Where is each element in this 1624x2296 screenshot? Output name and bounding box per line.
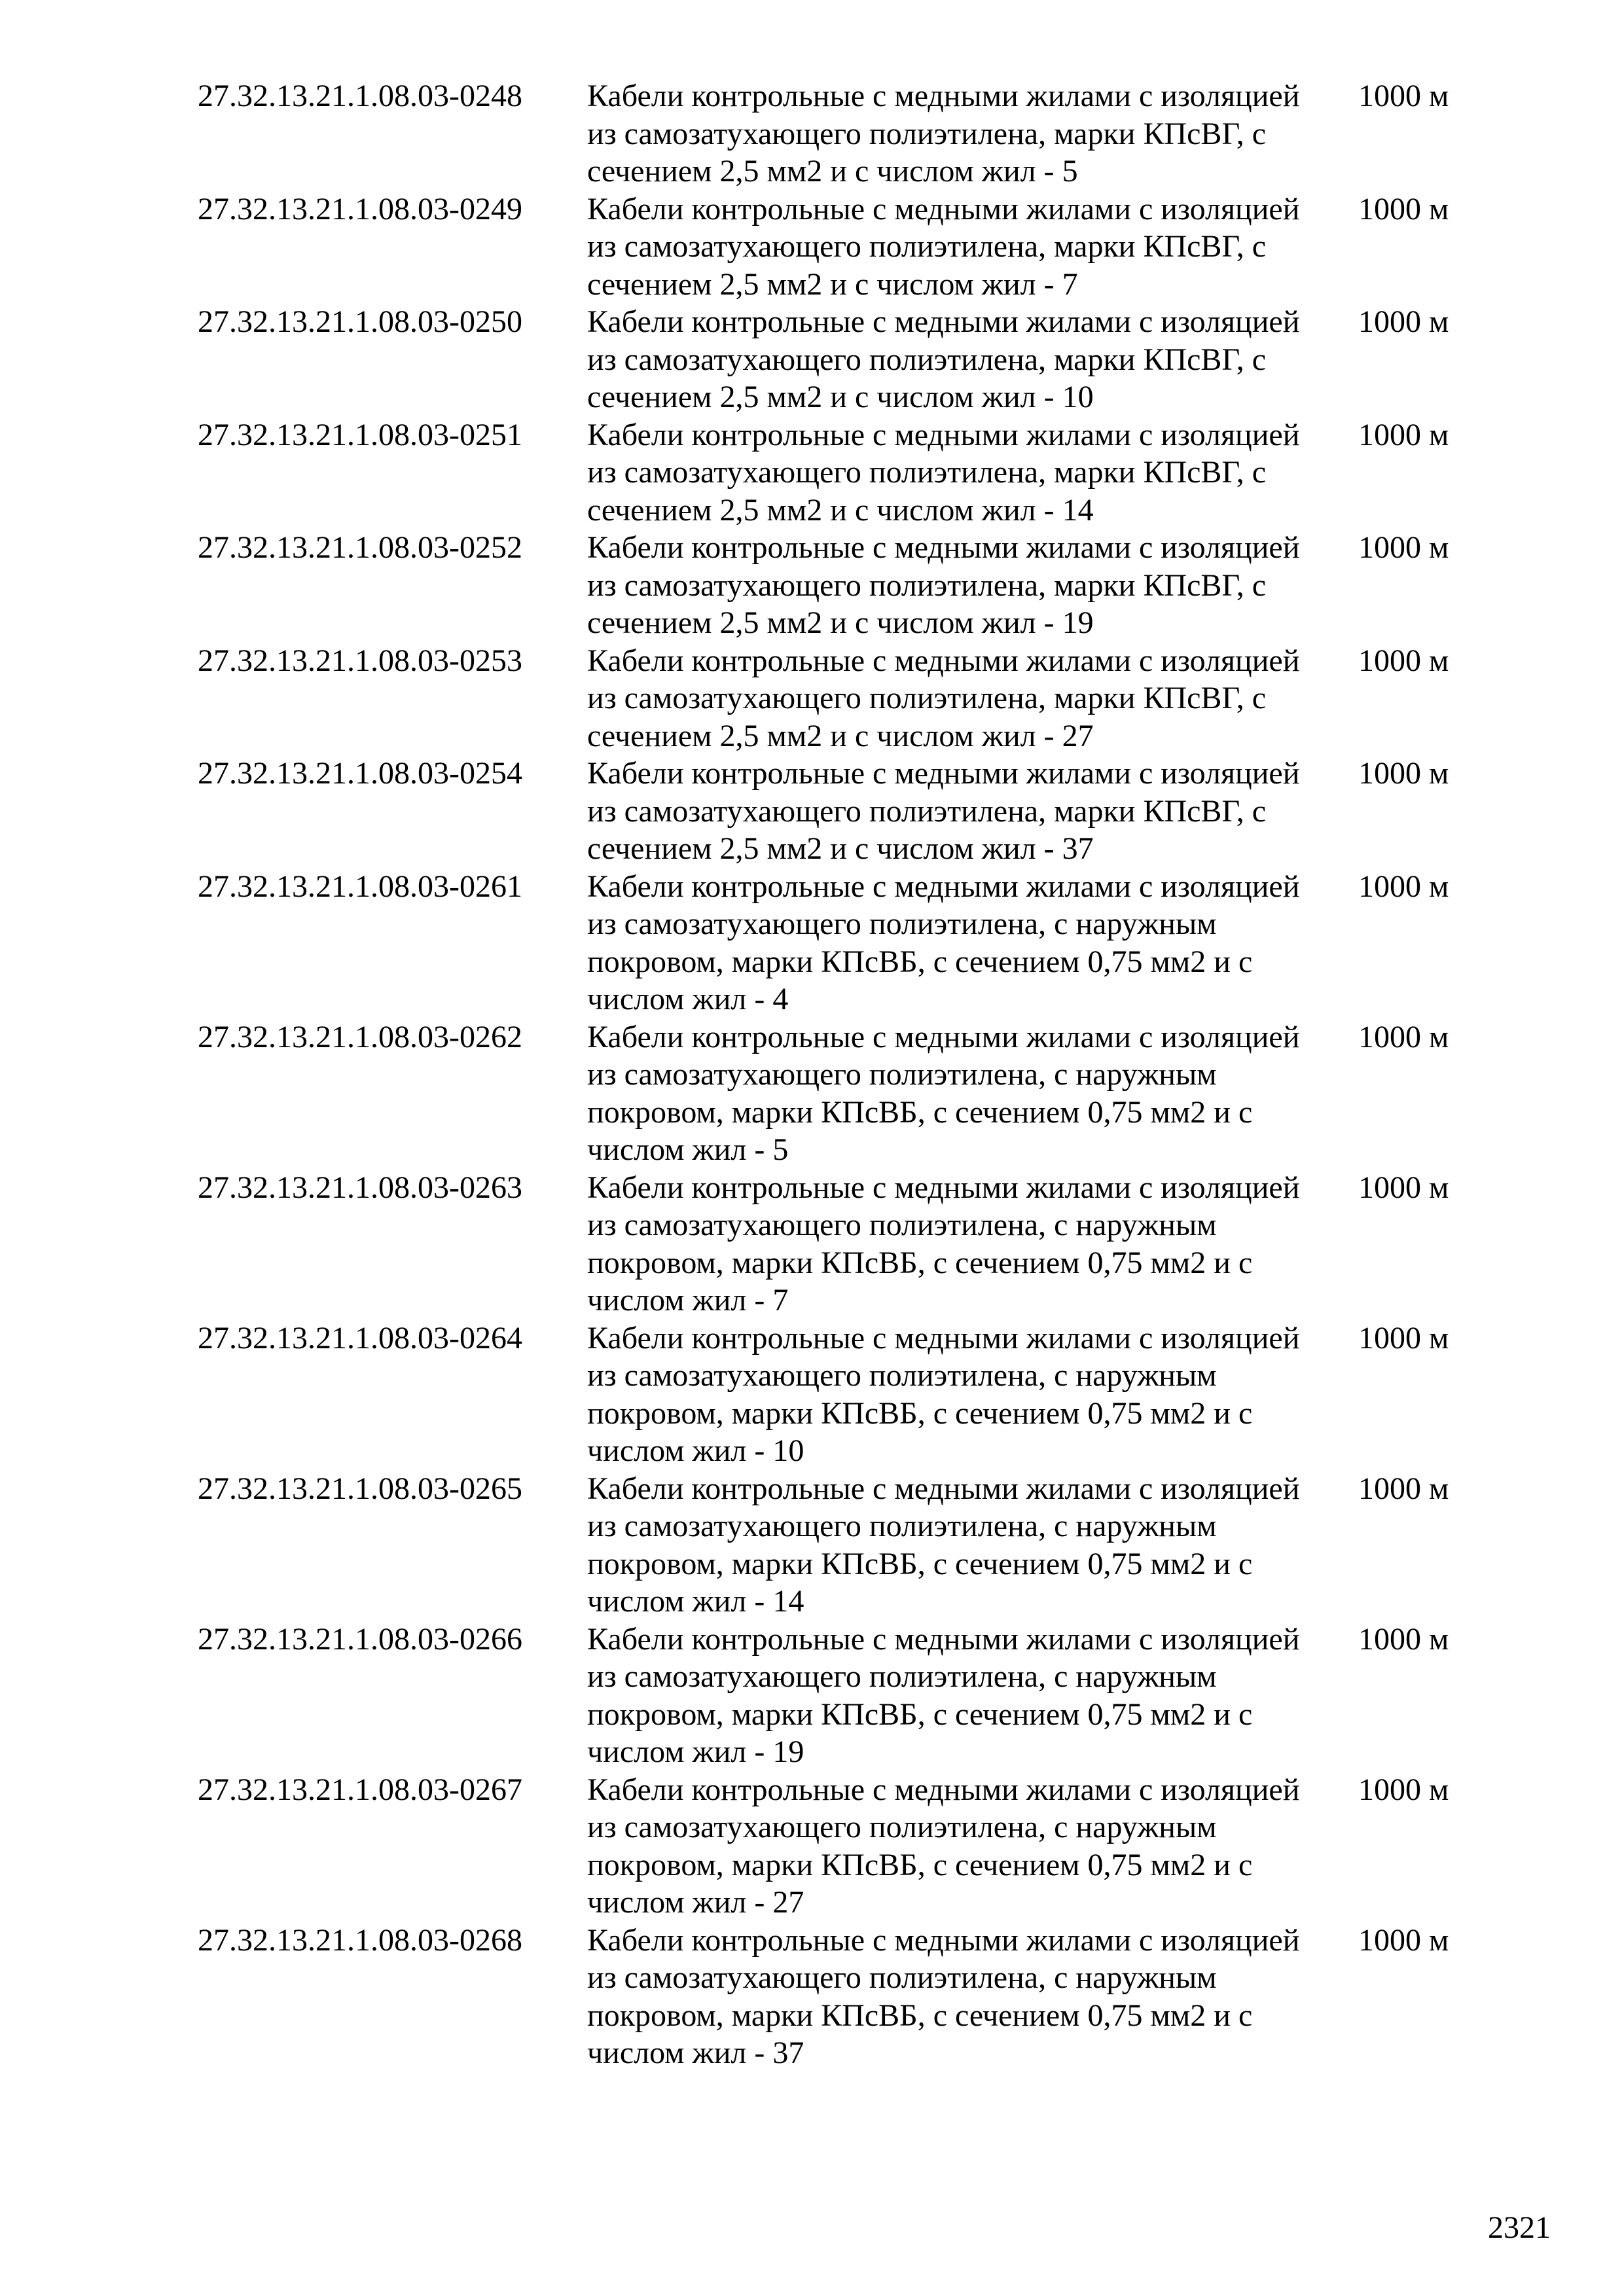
item-description: Кабели контрольные с медными жилами с изоляцией из самозатухающего полиэтилена, марки КПсВГ, с сечением 2,5 мм2 и с числом жил - 5 bbox=[587, 79, 1300, 188]
item-description: Кабели контрольные с медными жилами с изоляцией из самозатухающего полиэтилена, марки КПсВГ, с сечением 2,5 мм2 и с числом жил - 37 bbox=[587, 756, 1300, 866]
item-code: 27.32.13.21.1.08.03-0251 bbox=[198, 417, 522, 452]
list-item bbox=[198, 529, 1507, 642]
item-code: 27.32.13.21.1.08.03-0263 bbox=[198, 1170, 522, 1205]
item-code: 27.32.13.21.1.08.03-0261 bbox=[198, 869, 522, 904]
item-unit: 1000 м bbox=[1358, 530, 1449, 565]
list-item bbox=[198, 303, 1507, 416]
list-item bbox=[198, 1922, 1507, 2072]
list-item bbox=[198, 1470, 1507, 1621]
item-unit: 1000 м bbox=[1358, 417, 1449, 452]
item-unit: 1000 м bbox=[1358, 1019, 1449, 1054]
item-description: Кабели контрольные с медными жилами с изоляцией из самозатухающего полиэтилена, с наружным покровом, марки КПсВБ, с сечением 0,75 мм2 и с числом жил - 27 bbox=[587, 1772, 1300, 1920]
item-code: 27.32.13.21.1.08.03-0266 bbox=[198, 1621, 522, 1657]
item-code: 27.32.13.21.1.08.03-0248 bbox=[198, 79, 522, 113]
list-item bbox=[198, 190, 1507, 304]
item-description: Кабели контрольные с медными жилами с изоляцией из самозатухающего полиэтилена, марки КПсВГ, с сечением 2,5 мм2 и с числом жил - 27 bbox=[587, 643, 1300, 753]
list-item bbox=[198, 1018, 1507, 1169]
list-item bbox=[198, 642, 1507, 755]
item-description: Кабели контрольные с медными жилами с изоляцией из самозатухающего полиэтилена, марки КПсВГ, с сечением 2,5 мм2 и с числом жил - 10 bbox=[587, 304, 1300, 414]
list-item bbox=[198, 1169, 1507, 1319]
list-item bbox=[198, 868, 1507, 1018]
item-unit: 1000 м bbox=[1358, 304, 1449, 339]
item-code: 27.32.13.21.1.08.03-0268 bbox=[198, 1922, 522, 1958]
item-description: Кабели контрольные с медными жилами с изоляцией из самозатухающего полиэтилена, с наружным покровом, марки КПсВБ, с сечением 0,75 мм2 и с числом жил - 4 bbox=[587, 869, 1300, 1016]
item-description: Кабели контрольные с медными жилами с изоляцией из самозатухающего полиэтилена, с наружным покровом, марки КПсВБ, с сечением 0,75 мм2 и с числом жил - 10 bbox=[587, 1320, 1300, 1468]
item-code: 27.32.13.21.1.08.03-0253 bbox=[198, 643, 522, 678]
list-item bbox=[198, 755, 1507, 868]
item-unit: 1000 м bbox=[1358, 756, 1449, 791]
price-list bbox=[198, 77, 1507, 2072]
item-description: Кабели контрольные с медными жилами с изоляцией из самозатухающего полиэтилена, с наружным покровом, марки КПсВБ, с сечением 0,75 мм2 и с числом жил - 19 bbox=[587, 1621, 1300, 1769]
item-description: Кабели контрольные с медными жилами с изоляцией из самозатухающего полиэтилена, с наружным покровом, марки КПсВБ, с сечением 0,75 мм2 и с числом жил - 14 bbox=[587, 1471, 1300, 1619]
list-item bbox=[198, 1319, 1507, 1470]
item-description: Кабели контрольные с медными жилами с изоляцией из самозатухающего полиэтилена, марки КПсВГ, с сечением 2,5 мм2 и с числом жил - 7 bbox=[587, 191, 1300, 302]
item-unit: 1000 м bbox=[1358, 1772, 1449, 1807]
list-item bbox=[198, 77, 1507, 190]
item-unit: 1000 м bbox=[1358, 79, 1449, 113]
list-item bbox=[198, 1771, 1507, 1922]
item-unit: 1000 м bbox=[1358, 643, 1449, 678]
item-description: Кабели контрольные с медными жилами с изоляцией из самозатухающего полиэтилена, марки КПсВГ, с сечением 2,5 мм2 и с числом жил - 14 bbox=[587, 417, 1300, 528]
item-code: 27.32.13.21.1.08.03-0262 bbox=[198, 1019, 522, 1054]
item-unit: 1000 м bbox=[1358, 1922, 1449, 1958]
item-code: 27.32.13.21.1.08.03-0264 bbox=[198, 1320, 522, 1355]
item-code: 27.32.13.21.1.08.03-0265 bbox=[198, 1471, 522, 1506]
item-unit: 1000 м bbox=[1358, 1471, 1449, 1506]
item-description: Кабели контрольные с медными жилами с изоляцией из самозатухающего полиэтилена, с наружным покровом, марки КПсВБ, с сечением 0,75 мм2 и с числом жил - 7 bbox=[587, 1170, 1300, 1318]
item-description: Кабели контрольные с медными жилами с изоляцией из самозатухающего полиэтилена, с наружным покровом, марки КПсВБ, с сечением 0,75 мм2 и с числом жил - 37 bbox=[587, 1922, 1300, 2070]
item-code: 27.32.13.21.1.08.03-0252 bbox=[198, 530, 522, 565]
item-unit: 1000 м bbox=[1358, 1170, 1449, 1205]
item-description: Кабели контрольные с медными жилами с изоляцией из самозатухающего полиэтилена, марки КПсВГ, с сечением 2,5 мм2 и с числом жил - 19 bbox=[587, 530, 1300, 640]
item-code: 27.32.13.21.1.08.03-0254 bbox=[198, 756, 522, 791]
page-number: 2321 bbox=[1488, 2210, 1551, 2245]
item-unit: 1000 м bbox=[1358, 191, 1449, 226]
item-unit: 1000 м bbox=[1358, 1320, 1449, 1355]
item-code: 27.32.13.21.1.08.03-0249 bbox=[198, 191, 522, 226]
list-item bbox=[198, 416, 1507, 529]
list-item bbox=[198, 1621, 1507, 1771]
item-description: Кабели контрольные с медными жилами с изоляцией из самозатухающего полиэтилена, с наружным покровом, марки КПсВБ, с сечением 0,75 мм2 и с числом жил - 5 bbox=[587, 1019, 1300, 1167]
item-unit: 1000 м bbox=[1358, 1621, 1449, 1657]
item-code: 27.32.13.21.1.08.03-0267 bbox=[198, 1772, 522, 1807]
item-unit: 1000 м bbox=[1358, 869, 1449, 904]
item-code: 27.32.13.21.1.08.03-0250 bbox=[198, 304, 522, 339]
